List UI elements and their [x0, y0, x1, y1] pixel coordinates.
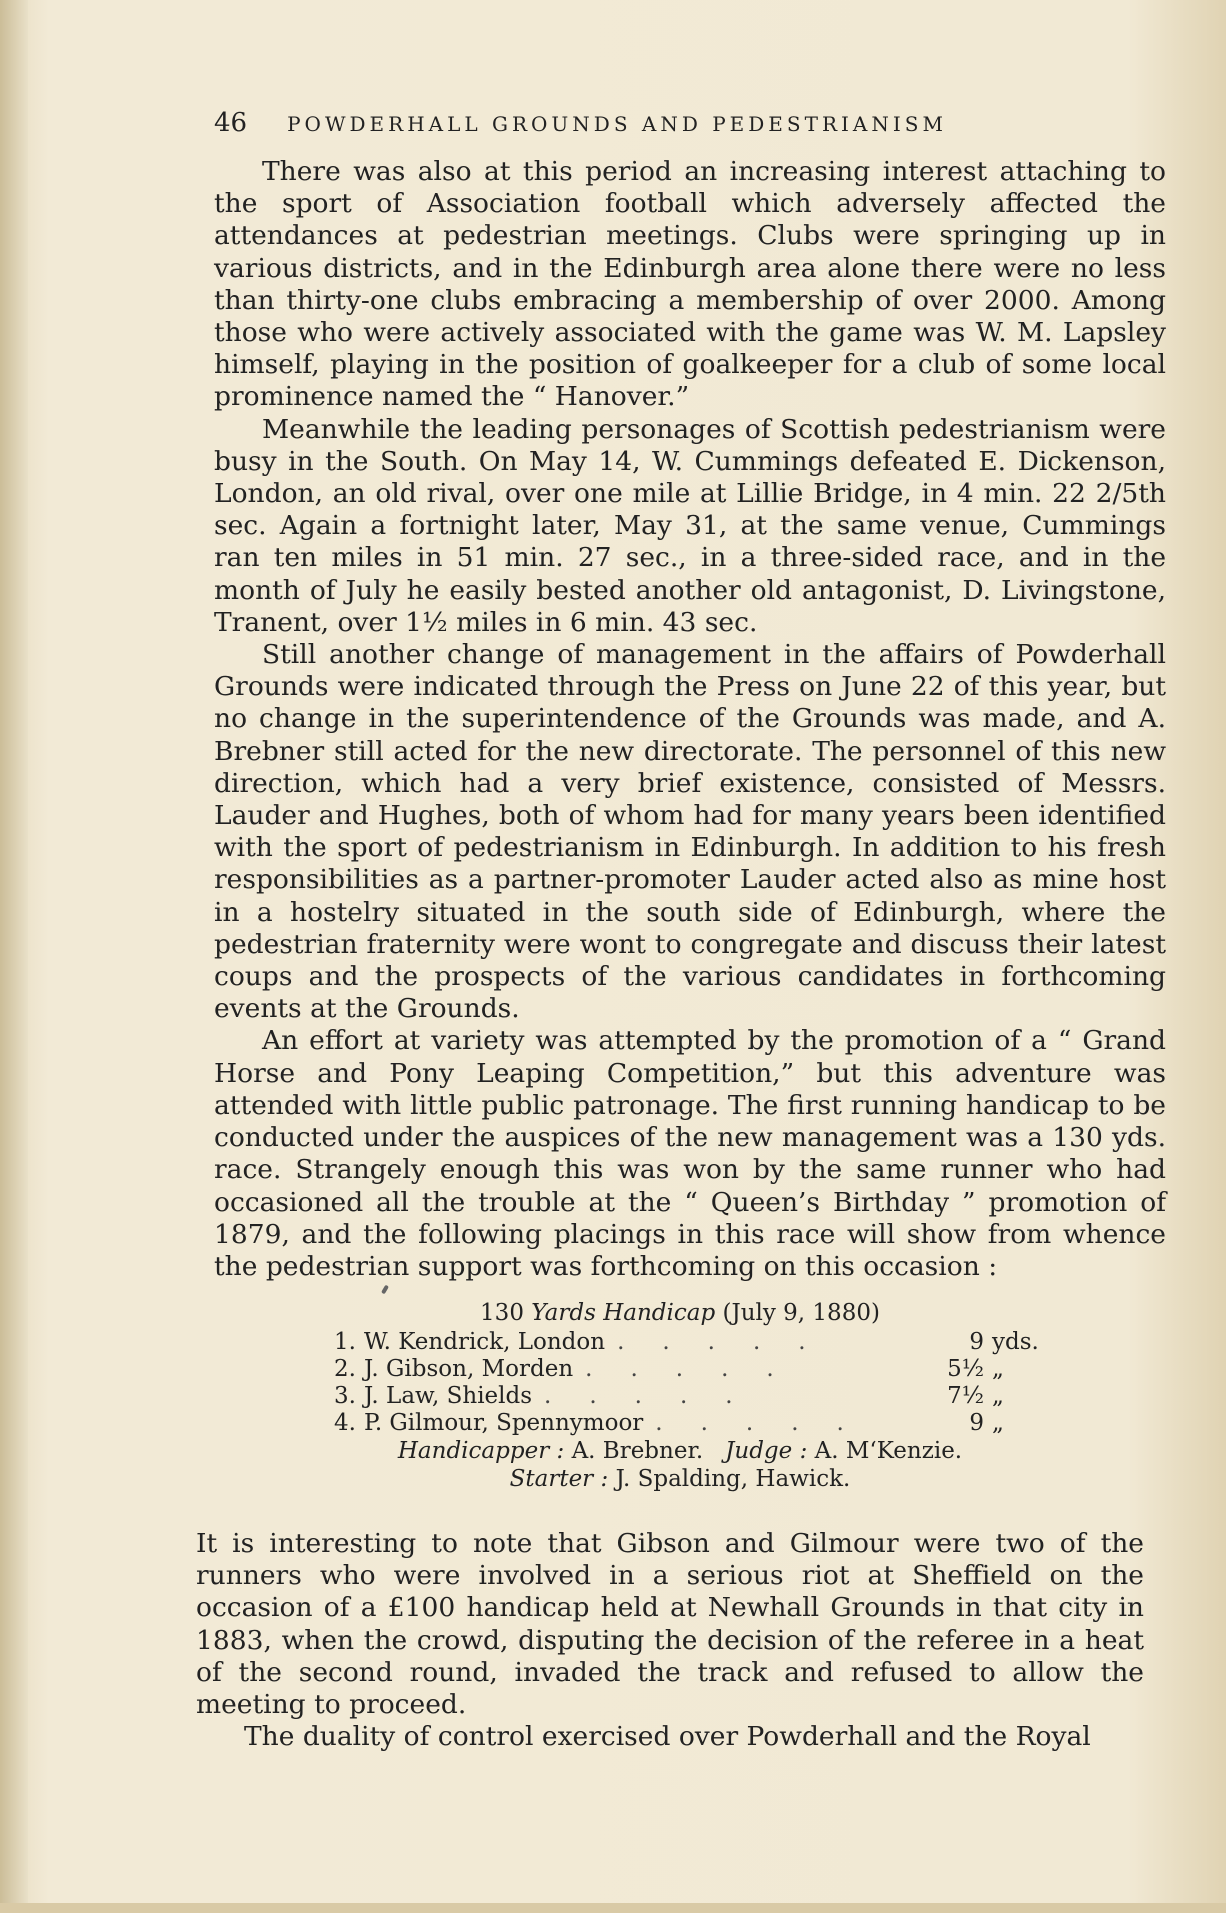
result-entry: [320, 1383, 1040, 1410]
result-distance: 9: [969, 1410, 984, 1436]
handicapper-role: Handicapper :: [397, 1438, 565, 1464]
judge-name: A. M‘Kenzie.: [814, 1438, 963, 1464]
paragraph-management: Still another change of management in the affairs of Powderhall Grounds were indicated through the Press on June 22 of this year, but no change in the superintendence of the Grounds was made, and A. Brebner still acted for the new directorate. The personnel of this new direction, which had a very brief existence, consisted of Messrs. Lauder and Hughes, both of whom had for many years been identified with the sport of pedestrianism in Edinburgh. In addition to his fresh responsibilities as a partner-promoter Lauder acted also as mine host in a hostelry situated in the south side of Edinburgh, where the pedestrian fraternity were wont to congregate and discuss their latest coups and the prospects of the various candidates in forthcoming events at the Grounds.: [214, 639, 1166, 1025]
result-rank: 2.: [334, 1356, 356, 1382]
body-text: [214, 156, 1166, 1283]
results-title-date: (July 9, 1880): [722, 1300, 880, 1326]
pen-mark: [381, 1285, 389, 1295]
result-entry: [320, 1329, 1040, 1356]
result-unit: „: [992, 1383, 1004, 1409]
leader-dots: .....: [585, 1356, 812, 1382]
page-binding-edge: [0, 0, 28, 1913]
officials-line-1: [320, 1437, 1040, 1465]
result-distance: 7½: [947, 1383, 984, 1409]
result-name: J. Law, Shields: [364, 1383, 533, 1409]
result-entry: [320, 1356, 1040, 1383]
result-name: P. Gilmour, Spennymoor: [364, 1410, 644, 1436]
running-title: POWDERHALL GROUNDS AND PEDESTRIANISM: [287, 112, 947, 136]
results-title-prefix: 130: [480, 1300, 524, 1326]
page-number: 46: [214, 108, 248, 138]
result-distance: 9: [969, 1329, 984, 1355]
result-rank: 3.: [334, 1383, 356, 1409]
race-results: [320, 1300, 1040, 1493]
result-rank: 1.: [334, 1329, 356, 1355]
closing-text: [196, 1528, 1144, 1753]
result-unit: yds.: [992, 1329, 1039, 1355]
result-unit: „: [992, 1410, 1004, 1436]
paragraph-football: There was also at this period an increasing interest attaching to the sport of Association football which adversely affected the attendances at pedestrian meetings. Clubs were springing up in various districts, and in the Edinburgh area alone there were no less than thirty-one clubs embracing a membership of over 2000. Among those who were actively associated with the game was W. M. Lapsley himself, playing in the position of goalkeeper for a club of some local prominence named the “ Hanover.”: [214, 156, 1166, 413]
paragraph-cummings: Meanwhile the leading personages of Scottish pedestrianism were busy in the South. On May 14, W. Cummings defeated E. Dickenson, London, an old rival, over one mile at Lillie Bridge, in 4 min. 22 2/5th sec. Again a fortnight later, May 31, at the same venue, Cummings ran ten miles in 51 min. 27 sec., in a three-sided race, and in the month of July he easily bested another old antagonist, D. Livingstone, Tranent, over 1½ miles in 6 min. 43 sec.: [214, 413, 1166, 638]
starter-role: Starter :: [509, 1466, 609, 1492]
leader-dots: .....: [544, 1383, 771, 1409]
paragraph-handicap: An effort at variety was attempted by the promotion of a “ Grand Horse and Pony Leaping Competition,” but this adventure was attended with little public patronage. The first running handicap to be conducted under the auspices of the new management was a 130 yds. race. Strangely enough this was won by the same runner who had occasioned all the trouble at the “ Queen’s Birthday ” promotion of 1879, and the following placings in this race will show from whence the pedestrian support was forthcoming on this occasion :: [214, 1025, 1166, 1282]
result-rank: 4.: [334, 1410, 356, 1436]
page-header: [214, 108, 1070, 138]
leader-dots: .....: [655, 1410, 882, 1436]
judge-role: Judge :: [725, 1438, 808, 1464]
result-entry: [320, 1410, 1040, 1437]
result-unit: „: [992, 1356, 1004, 1382]
paragraph-duality: The duality of control exercised over Powderhall and the Royal: [244, 1721, 1091, 1753]
result-distance: 5½: [947, 1356, 984, 1382]
result-name: J. Gibson, Morden: [364, 1356, 574, 1382]
paragraph-riot: It is interesting to note that Gibson and Gilmour were two of the runners who were involved in a serious riot at Sheffield on the occasion of a £100 handicap held at Newhall Grounds in that city in 1883, when the crowd, disputing the decision of the referee in a heat of the second round, invaded the track and refused to allow the meeting to proceed.: [196, 1528, 1144, 1721]
results-title: [320, 1300, 1040, 1327]
starter-name: J. Spalding, Hawick.: [615, 1466, 851, 1492]
officials-line-2: [320, 1465, 1040, 1493]
results-title-italic: Yards Handicap: [531, 1300, 716, 1326]
result-name: W. Kendrick, London: [364, 1329, 606, 1355]
leader-dots: .....: [617, 1329, 844, 1355]
page-bottom-edge: [0, 1903, 1226, 1913]
handicapper-name: A. Brebner.: [571, 1438, 704, 1464]
